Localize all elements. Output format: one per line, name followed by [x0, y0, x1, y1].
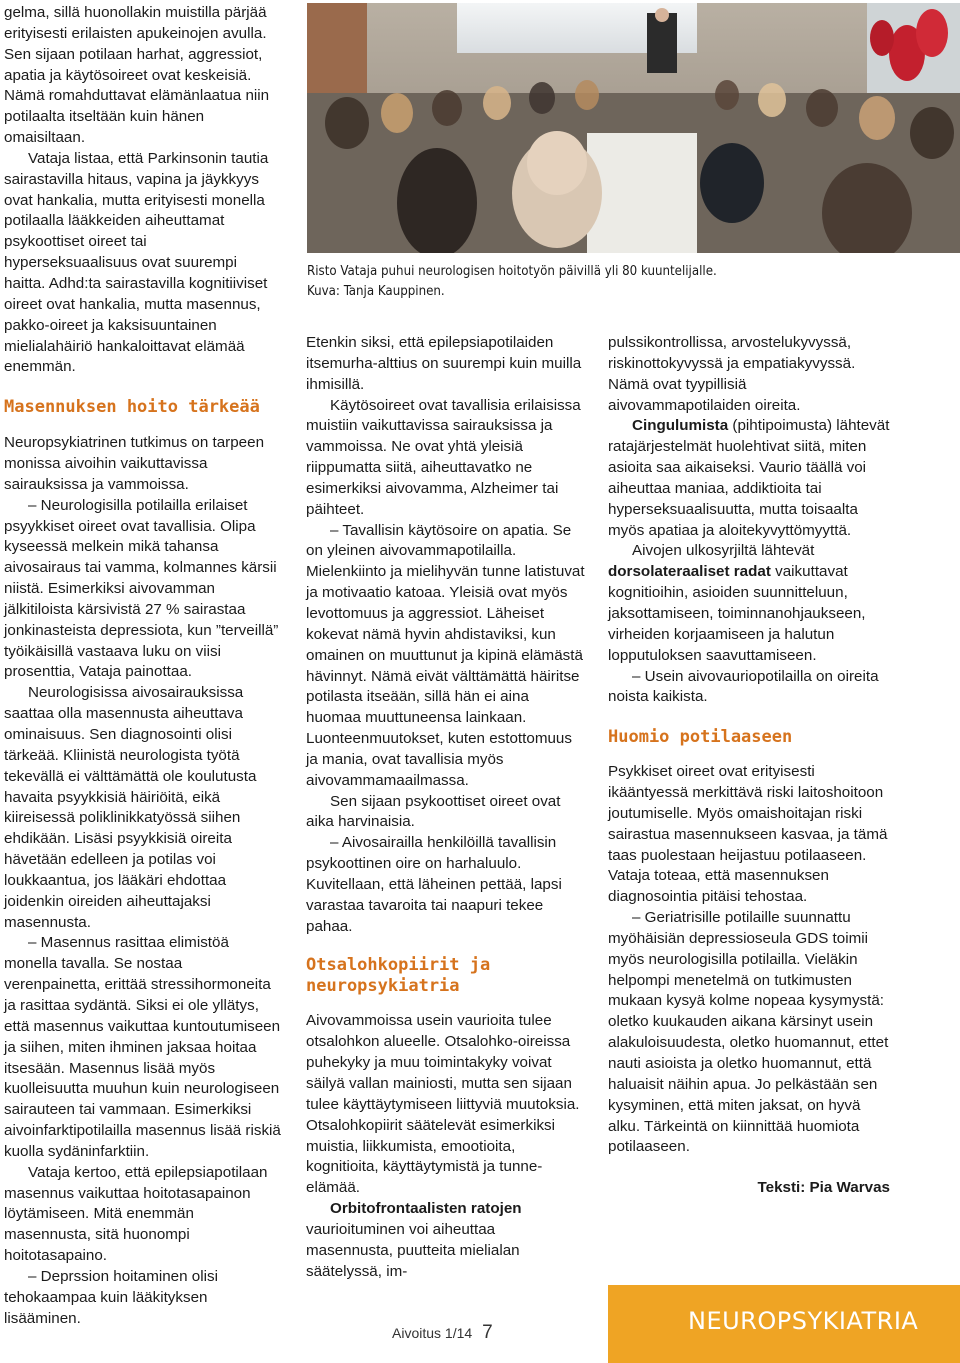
- paragraph: – Usein aivovauriopotilailla on oireita noista kaikista.: [608, 667, 879, 706]
- article-column-1: [4, 3, 282, 1329]
- page-footer: [392, 1322, 493, 1344]
- paragraph: – Geriatrisille potilaille suunnattu myöhäisiän depressioseula GDS toimii myös neurologisilla potilailla. Vieläkin helpompi menetelmä on tutkimusten mukaan kysyä kolme nopeaa kysymystä: oletko kuukauden aikana kärsinyt usein alakuloisuudesta, oletko huomannut, ettet nauti asioista ja oletko huomannut, että haluaisit näihin apua. Jo pelkästään sen kysyminen, että miten jaksat, on hyvä alku. Tärkeintä on kiinnittää huomiota potilaaseen.: [608, 909, 889, 1156]
- paragraph: – Masennus rasittaa elimistöä monella tavalla. Se nostaa verenpainetta, erittää stressihormoneita ja rasittaa sydäntä. Siksi ei ole yllätys, että masennus vaikuttaa kuntoutumiseen ja siihen, miten ihminen jaksaa hoitaa itsesään. Masennus lisää myös kuolleisuutta muuhun kuin neurologiseen sairauteen tai vammaan. Esimerkiksi aivoinfarktipotilailla masennus lisää riskiä kuolla sydäninfarktiin.: [4, 934, 281, 1160]
- section-heading: Huomio potilaaseen: [608, 727, 793, 748]
- paragraph: – Tavallisin käytösoire on apatia. Se on yleinen aivovammapotilailla. Mielenkiinto ja mielihyvän tunne latistuvat ja motivaatio katoaa. Yleisiä ovat myös levottomuus ja aggressiot. Läheiset kokevat nämä hyvin ahdistaviksi, kun omainen on muuttunut ja kipinä elämästä hävinnyt. Nämä eivät välttämättä häiritse potilasta itseään, sillä hän ei aina huomaa muuttuneensa lainkaan. Luonteenmuutokset, kuten estottomuus ja mania, ovat tavallisia myös aivovammamaailmassa.: [306, 521, 585, 789]
- section-label: NEUROPSYKIATRIA: [688, 1307, 919, 1335]
- paragraph: Etenkin siksi, että epilepsiapotilaiden itsemurha-alttius on suurempi kuin muilla ihmisillä.: [306, 334, 582, 393]
- paragraph: – Neurologisilla potilailla erilaiset psyykkiset oireet ovat tavallisia. Olipa kyseessä melkein mikä tahansa aivosairaus tai vamma, kolmannes kärsii niistä. Esimerkiksi aivovamman jälkitiloista kärsivistä 27 % sairastaa jonkinasteista depressiota, kun ”terveillä” työikäisillä vastaava luku on viisi prosenttia, Vataja painottaa.: [4, 496, 279, 681]
- photo-caption: [307, 262, 907, 302]
- paragraph: Vataja kertoo, että epilepsiapotilaan masennus vaikuttaa hoitotasapainon löytämiseen. Mitä enemmän masennusta, sitä huonompi hoitotasapaino.: [4, 1163, 268, 1265]
- section-band: [608, 1285, 960, 1363]
- paragraph: Neuropsykiatrinen tutkimus on tarpeen monissa aivoihin vaikuttavissa sairauksissa ja vammoissa.: [4, 434, 265, 493]
- conference-photo: [307, 3, 960, 253]
- author-credit: Teksti: Pia Warvas: [757, 1179, 890, 1197]
- paragraph: – Deprssion hoitaminen olisi tehokaampaa kuin lääkityksen lisääminen.: [4, 1267, 218, 1327]
- paragraph-text: vaikuttavat kognitioihin, asioiden suunnitteluun, jaksottamiseen, toiminnanohjaukseen, virheiden korjaamiseen ja halutun lopputuloksen saavuttamiseen.: [608, 563, 866, 664]
- magazine-issue: Aivoitus 1/14: [392, 1325, 473, 1341]
- paragraph: Käytösoireet ovat tavallisia erilaisissa muistiin vaikuttavissa sairauksissa ja vammoissa. Ne ovat yhtä yleisiä riippumatta siitä, aiheuttavatko ne esimerkiksi aivovamma, Alzheimer tai päihteet.: [306, 396, 581, 518]
- paragraph: – Aivosairailla henkilöillä tavallisin psykoottinen oire on harhaluulo. Kuvitellaan, että läheinen pettää, lapsi varastaa tavaroita tai naapuri tekee pahaa.: [306, 834, 562, 935]
- caption-text: Risto Vataja puhui neurologisen hoitotyön päivillä yli 80 kuuntelijalle.: [307, 264, 717, 279]
- bold-term: Orbitofrontaalisten ratojen: [330, 1200, 522, 1218]
- paragraph: [608, 541, 890, 666]
- paragraph: Neurologisissa aivosairauksissa saattaa olla masennusta aiheuttava ominaisuus. Sen diagnosointi olisi tärkeää. Kliinistä neurologista työtä tekevällä ei välttämättä ole koulutusta havaita psyykkisiä häiriöitä, eikä kiireisessä poliklinikkatyössä siihen ehdikään. Lisäsi psyykkisiä oireita hävetään edelleen ja potilas voi loukkaantua, jos lääkäri ehdottaa joidenkin oireiden aiheuttajaksi masennusta.: [4, 684, 257, 931]
- paragraph-text: Aivojen ulkosyrjiltä lähtevät: [632, 542, 815, 560]
- section-heading: Otsalohkopiirit ja neuropsykiatria: [306, 955, 491, 997]
- paragraph-text: vaurioituminen voi aiheuttaa masennusta, puutteita mielialan säätelyssä, im-: [306, 1220, 520, 1280]
- photo-illustration: [307, 3, 960, 253]
- bold-term: dorsolateraaliset radat: [608, 563, 771, 581]
- paragraph: Aivovammoissa usein vaurioita tulee otsalohkon alueelle. Otsalohko-oireissa puhekyky ja muu toimintakyky voivat säilyä vallan mainiosti, mutta sen sijaan tulee käyttäytymiseen liittyviä muutoksia. Otsalohkopiirit säätelevät esimerkiksi muistia, liikkumista, emootioita, kognitioita, käyttäytymistä ja tunne-elämää.: [306, 1012, 580, 1197]
- paragraph: [608, 416, 890, 541]
- caption-credit: Kuva: Tanja Kauppinen.: [307, 284, 445, 299]
- section-heading: Masennuksen hoito tärkeää: [4, 397, 260, 418]
- paragraph: [306, 1199, 586, 1282]
- paragraph: pulssikontrollissa, arvostelukyvyssä, riskinottokyvyssä ja empatiakyvyssä. Nämä ovat tyypillisiä aivovammapotilaiden oireita.: [608, 334, 856, 414]
- paragraph: Sen sijaan psykoottiset oireet ovat aika harvinaisia.: [306, 792, 561, 831]
- bold-term: Cingulumista: [632, 417, 729, 435]
- paragraph-text: (pihtipoimusta) lähtevät ratajärjestelmät huolehtivat siitä, miten asioita saa aikaiseksi. Vaurio täällä voi aiheuttaa maniaa, addiktioita tai hyperseksuaalisuutta, mutta toisaalta myös apatiaa ja aloitekyvyttömyyttä.: [608, 417, 890, 539]
- paragraph: Psykkiset oireet ovat erityisesti ikääntyessä merkittävä riski laitoshoitoon joutumiselle. Myös omaishoitajan riski sairastua masennukseen kasvaa, ja tämä taas puolestaan heijastuu potilaaseen. Vataja toteaa, että masennuksen diagnosointia pitäisi tehostaa.: [608, 763, 888, 906]
- article-column-2: [306, 333, 586, 1282]
- paragraph: gelma, sillä huonollakin muistilla pärjää erityisesti erilaisten apukeinojen avulla. Sen sijaan potilaan harhat, aggressiot, apatia ja käytösoireet ovat keskeisiä. Nämä romahduttavat elämänlaatua niin potilaalta itseltään kuin hänen omaisiltaan.: [4, 4, 270, 147]
- page-number: 7: [482, 1322, 493, 1343]
- article-column-3: [608, 333, 890, 1199]
- paragraph: Vataja listaa, että Parkinsonin tautia sairastavilla hitaus, vapina ja jäykkyys ovat hankalia, mutta erityisesti monella potilaalla lääkkeiden aiheuttamat psykoottiset oireet tai hyperseksuaalisuus ovat suurempi haitta. Adhd:ta sairastavilla kognitiiviset oireet ovat hankalia, mutta masennus, pakko-oireet ja kaksisuuntainen mielialahäiriö hankaloittavat elämää enemmän.: [4, 149, 269, 376]
